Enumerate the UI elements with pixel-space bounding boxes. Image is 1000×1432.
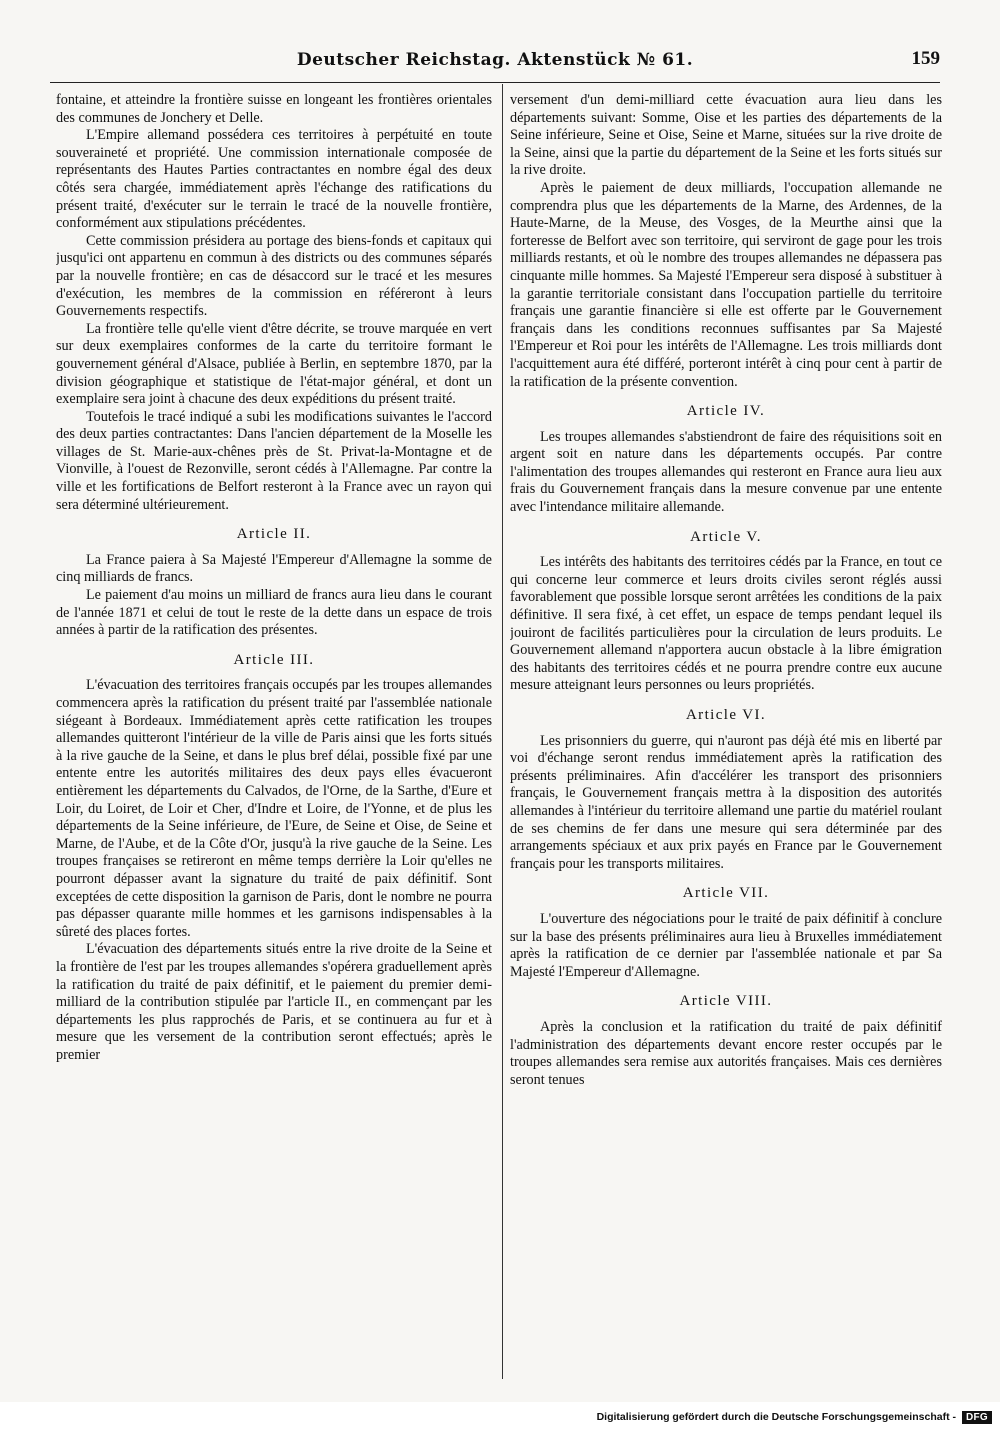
paragraph: Après la conclusion et la ratification du traité de paix définitif l'administration des départements devant encore rester occupés par le troupes allemandes sera remise aux autorités françaises. Mais ces dernières seront tenues [510,1018,942,1088]
digitization-footer [597,1408,992,1426]
paragraph: Le paiement d'au moins un milliard de francs aura lieu dans le courant de l'année 1871 et celui de tout le reste de la dette dans un espace de trois années à partir de la ratification des présentes. [56,587,492,639]
left-column [56,92,492,1392]
paragraph: Les intérêts des habitants des territoires cédés par la France, en tout ce qui concerne leur commerce et leurs droits civiles seront réglés aussi favorablement que possible lorsque seront arrêtées les conditions de la paix définitive. Il sera fixé, à cet effet, un espace de temps pendant lequel ils jouiront de facilités particulières pour la circulation de leurs produits. Le Gouvernement allemand n'apportera aucun obstacle à la libre émigration des habitants des territoires cédés et ne pourra prendre contre eux aucune mesure atteignant leurs personnes ou leurs propriétés. [510,554,942,694]
paragraph: Cette commission présidera au portage des biens-fonds et capitaux qui jusqu'ici ont appartenu en commun à des districts ou des communes séparés par la nouvelle frontière; en cas de désaccord sur le tracé et les mesures d'exécution, les membres de la commission en référeront à leurs Gouvernements respectifs. [56,232,492,320]
paragraph: L'évacuation des départements situés entre la rive droite de la Seine et la frontière de l'est par les troupes allemandes s'opérera graduellement après la ratification du traité de paix définitif, et le paiement du premier demi-milliard de la contribution stipulée par l'article II., en commençant par les départements les plus rapprochés de Paris, et se continuera au fur et à mesure que les versement de la contribution seront effectués; après le premier [56,941,492,1063]
article-heading: Article VII. [682,885,770,902]
page-header [50,46,940,80]
article-heading: Article II. [236,526,312,543]
article-heading: Article VIII. [679,993,773,1010]
paragraph: La France paiera à Sa Majesté l'Empereur d'Allemagne la somme de cinq milliards de francs. [56,551,492,586]
article-heading: Article IV. [686,403,766,420]
paragraph: versement d'un demi-milliard cette évacuation aura lieu dans les départements suivant: Somme, Oise et les parties des départements de la Seine inférieure, Seine et Oise, Seine et Marne, situées sur la rive droite de la Seine, ainsi que la partie du département de la Seine et les forts situés sur la rive droite. [510,92,942,179]
paragraph: Les prisonniers du guerre, qui n'auront pas déjà été mis en liberté par voi d'échange seront rendus immédiatement après la ratification des présents préliminaires. Afin d'accélérer les transport des prisonniers français, le Gouvernement français mettra à la disposition des autorités allemandes à l'intérieur du territoire allemand une partie du matériel roulant de ses chemins de fer dans une mesure qui sera déterminée par des arrangements spéciaux et aux prix payés en France par le Gouvernement français pour les transports militaires. [510,732,942,872]
paragraph: La frontière telle qu'elle vient d'être décrite, se trouve marquée en vert sur deux exemplaires conformes de la carte du territoire formant le gouvernement général d'Alsace, publiée à Berlin, en septembre 1870, par la division géographique et statistique de l'état-major général, et dont un exemplaire sera joint à chacune des deux expéditions du présent traité. [56,320,492,408]
running-title: Deutscher Reichstag. Aktenstück № 61. [296,50,694,70]
right-column [510,92,942,1392]
paragraph: Les troupes allemandes s'abstiendront de faire des réquisitions soit en argent soit en nature dans les départements occupés. Par contre l'alimentation des troupes allemandes qui resteront en France aura lieu aux frais du Gouvernement français dans la mesure convenue par une entente avec l'intendance militaire allemande. [510,428,942,516]
paragraph: L'Empire allemand possédera ces territoires à perpétuité en toute souveraineté et propriété. Une commission internationale composée de représentants des Hautes Parties contractantes en nombre égal des deux côtés sera chargée, immédiatement après l'échange des ratifications du présent traité, d'exécuter sur le terrain le tracé de la nouvelle frontière, conformément aux stipulations précédentes. [56,127,492,232]
column-divider [502,84,503,1379]
paragraph: L'ouverture des négociations pour le traité de paix définitif à conclure sur la base des présents préliminaires aura lieu à Bruxelles immédiatement après la ratification de ce dernier par l'assemblée nationale et par Sa Majesté l'Empereur d'Allemagne. [510,910,942,980]
paragraph: fontaine, et atteindre la frontière suisse en longeant les frontières orientales des communes de Jonchery et Delle. [56,92,492,126]
dfg-logo: DFG [962,1411,992,1424]
paragraph: Toutefois le tracé indiqué a subi les modifications suivantes le l'accord des deux parties contractantes: Dans l'ancien département de la Moselle les villages de St. Marie-aux-chênes près de St. Privat-la-Montagne et de Vionville, à l'ouest de Rezonville, seront cédés à l'Allemagne. Par contre la ville et les fortifications de Belfort resteront à la France avec un rayon qui sera déterminé ultérieurement. [56,408,492,513]
article-heading: Article III. [233,651,315,668]
header-rule [50,82,940,83]
funding-notice: Digitalisierung gefördert durch die Deutsche Forschungsgemeinschaft - [596,1411,956,1423]
paragraph: L'évacuation des territoires français occupés par les troupes allemandes commencera après la ratification du présent traité par l'assemblée nationale siégeant à Bordeaux. Immédiatement après cette ratification les troupes allemandes quitteront l'intérieur de la ville de Paris ainsi que les forts situés à la rive gauche de la Seine, et dans le plus bref délai, possible fixé par une entente entre les autorités militaires des deux pays elles évacueront entièrement les départements du Calvados, de l'Orne, de la Sarthe, d'Eure et Loir, du Loiret, de Loir et Cher, d'Indre et Loire, de l'Yonne, et de plus les départements de la Seine inférieure, de l'Eure, de Seine et Oise, de Seine et Marne, de l'Aube, et de la Côte d'Or, jusqu'à la rive gauche de la Seine. Les troupes françaises se retireront en même temps derrière la Loir qu'elles ne pourront dépasser avant la signature du traité de paix définitif. Sont exceptées de cette disposition la garnison de Paris, dont le nombre ne pourra pas dépasser quarante mille hommes et les garnisons indispensables à la sûreté des places fortes. [56,677,492,940]
page-number: 159 [911,48,940,69]
article-heading: Article V. [690,528,762,545]
article-heading: Article VI. [685,707,767,723]
paragraph: Après le paiement de deux milliards, l'occupation allemande ne comprendra plus que les départements de la Marne, des Ardennes, de la Haute-Marne, de la Meuse, des Vosges, de la Meurthe ainsi que la forteresse de Belfort avec son territoire, qui serviront de gage pour les trois milliards restants, et où le nombre des troupes allemandes ne dépassera pas cinquante mille hommes. Sa Majesté l'Empereur sera disposé à substituer à la garantie territoriale consistant dans l'occupation partielle du territoire français une garantie financière si elle est offerte par le Gouvernement français dans les conditions reconnues suffisantes par Sa Majesté l'Empereur et Roi pour les intérêts de l'Allemagne. Les trois milliards dont l'acquittement aura été différé, porteront intérêt à cinq pour cent à partir de la ratification de la présente convention. [510,179,942,390]
